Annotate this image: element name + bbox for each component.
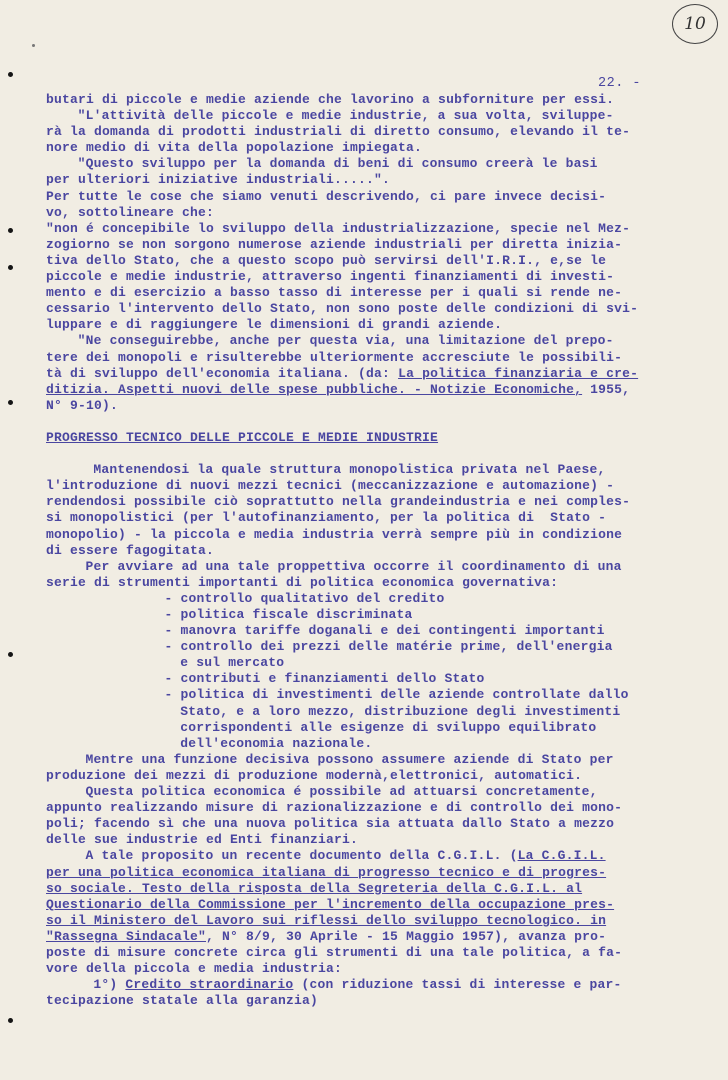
line-text: 1°) — [93, 977, 126, 993]
line-text: Per avviare ad una tale proppettiva occorre il coordinamento di una — [85, 558, 622, 574]
line-text: monopolio) - la piccola e media industria verrà sempre più in condizione — [46, 526, 623, 542]
line-text: cessario l'intervento dello Stato, non sono poste delle condizioni di svi- — [46, 301, 639, 317]
line-text: Per tutte le cose che siamo venuti descrivendo, ci pare invece decisi- — [46, 188, 607, 204]
line-text: - controllo dei prezzi delle matérie prime, dell'energia — [164, 639, 613, 655]
line-text: "Ne conseguirebbe, anche per questa via, una limitazione del prepo- — [77, 333, 614, 349]
binder-hole — [8, 400, 13, 405]
text-line — [46, 639, 686, 655]
text-line — [46, 607, 686, 623]
line-text: Questa politica economica é possibile ad attuarsi concretamente, — [85, 784, 598, 800]
line-text: mento e di esercizio a basso tasso di interesse per i quali si rende ne- — [46, 285, 623, 301]
line-text: zogiorno se non sorgono numerose aziende industriali per diretta inizia- — [46, 236, 623, 252]
text-line — [46, 816, 686, 832]
line-text-rest: , N° 8/9, 30 Aprile - 15 Maggio 1957), avanza pro- — [206, 928, 607, 944]
line-text: "non é concepibile lo sviluppo della industrializzazione, specie nel Mez- — [46, 220, 631, 236]
text-line — [46, 317, 686, 333]
text-line — [46, 961, 686, 977]
line-text-rest: (con riduzione tassi di interesse e par- — [293, 977, 622, 993]
line-text: poste di misure concrete circa gli strumenti di una tale politica, a fa- — [46, 944, 623, 960]
line-text: appunto realizzando misure di razionalizzazione e di controllo dei mono- — [46, 800, 623, 816]
text-line — [46, 189, 686, 205]
text-line — [46, 398, 686, 414]
text-line — [46, 237, 686, 253]
line-text: tiva dello Stato, che a questo scopo può servirsi dell'I.R.I., e,se le — [46, 252, 607, 268]
line-text: - manovra tariffe doganali e dei contingenti importanti — [164, 623, 605, 639]
line-text: corrispondenti alle esigenze di sviluppo equilibrato — [180, 719, 597, 735]
line-text: - politica fiscale discriminata — [164, 607, 413, 622]
underlined-citation: per una politica economica italiana di progresso tecnico e di progres- — [46, 864, 607, 880]
text-line — [46, 494, 686, 510]
blank-line — [46, 446, 686, 462]
text-line — [46, 333, 686, 349]
line-text: tere dei monopoli e risulterebbe ulteriormente accresciute le possibili- — [46, 349, 623, 365]
text-line — [46, 687, 686, 703]
text-line — [46, 527, 686, 543]
line-text: Stato, e a loro mezzo, distribuzione degli investimenti — [180, 703, 621, 719]
text-line — [46, 736, 686, 752]
line-text: l'introduzione di nuovi mezzi tecnici (meccanizzazione e automazione) - — [46, 478, 615, 494]
line-text: vo, sottolineare che: — [46, 204, 215, 220]
binder-hole — [8, 228, 13, 233]
text-line — [46, 350, 686, 366]
text-line — [46, 848, 686, 864]
line-text: di essere fagogitata. — [46, 542, 215, 558]
line-text: e sul mercato — [180, 655, 285, 671]
line-text: per ulteriori iniziative industriali.....". — [46, 172, 391, 188]
underlined-citation: so sociale. Testo della risposta della Segreteria della C.G.I.L. al — [46, 880, 583, 896]
line-text: - contributi e finanziamenti dello Stato — [164, 671, 485, 687]
text-line — [46, 285, 686, 301]
line-text: tà di sviluppo dell'economia italiana. (da: — [46, 365, 399, 381]
text-line — [46, 784, 686, 800]
binder-hole — [8, 652, 13, 657]
text-line — [46, 752, 686, 768]
underlined-citation: ditizia. Aspetti nuovi delle spese pubbliche. - Notizie Economiche, — [46, 381, 583, 397]
line-text: butari di piccole e medie aziende che lavorino a subforniture per essi. — [46, 92, 615, 107]
underlined-citation: La politica finanziaria e cre- — [398, 365, 639, 381]
text-line — [46, 253, 686, 269]
handwritten-page-stamp: 10 — [672, 4, 718, 44]
text-line — [46, 865, 686, 881]
line-text: piccole e medie industrie, attraverso ingenti finanziamenti di investi- — [46, 269, 615, 285]
line-text: rendendosi possibile ciò soprattutto nella grandeindustria e nei comples- — [46, 494, 631, 510]
line-text: dell'economia nazionale. — [180, 735, 373, 751]
text-line — [46, 382, 686, 398]
text-line — [46, 92, 686, 108]
line-text: serie di strumenti importanti di politica economica governativa: — [46, 574, 559, 590]
text-line — [46, 366, 686, 382]
text-line — [46, 462, 686, 478]
text-line — [46, 671, 686, 687]
text-line — [46, 945, 686, 961]
line-text: A tale proposito un recente documento della C.G.I.L. ( — [85, 848, 518, 864]
text-line — [46, 221, 686, 237]
text-line — [46, 591, 686, 607]
underlined-citation: PROGRESSO TECNICO DELLE PICCOLE E MEDIE INDUSTRIE — [46, 429, 439, 445]
text-line — [46, 543, 686, 559]
text-line — [46, 124, 686, 140]
text-line — [46, 929, 686, 945]
text-line — [46, 881, 686, 897]
text-line — [46, 430, 686, 446]
line-text: N° 9-10). — [46, 397, 119, 413]
text-line — [46, 478, 686, 494]
line-text: luppare e di raggiungere le dimensioni di grandi aziende. — [46, 317, 503, 333]
line-text: vore della piccola e media industria: — [46, 961, 343, 977]
line-text: rà la domanda di prodotti industriali di diretto consumo, elevando il te- — [46, 124, 631, 140]
underlined-citation: so il Ministero del Lavoro sui riflessi dello sviluppo tecnologico. in — [46, 912, 607, 928]
typewritten-body — [46, 92, 686, 1009]
binder-hole — [8, 265, 13, 270]
text-line — [46, 269, 686, 285]
line-text: "Questo sviluppo per la domanda di beni di consumo creerà le basi — [77, 156, 598, 172]
underlined-citation: La C.G.I.L. — [517, 848, 606, 864]
text-line — [46, 205, 686, 221]
line-text: produzione dei mezzi di produzione modernà,elettronici, automatici. — [46, 767, 583, 783]
text-line — [46, 993, 686, 1009]
text-line — [46, 704, 686, 720]
text-line — [46, 510, 686, 526]
line-text: nore medio di vita della popolazione impiegata. — [46, 140, 423, 156]
text-line — [46, 140, 686, 156]
text-line — [46, 575, 686, 591]
text-line — [46, 720, 686, 736]
line-text: - controllo qualitativo del credito — [164, 590, 445, 606]
text-line — [46, 301, 686, 317]
line-text-rest: 1955, — [582, 381, 631, 397]
line-text: poli; facendo sì che una nuova politica sia attuata dallo Stato a mezzo — [46, 816, 615, 832]
binder-hole — [8, 72, 13, 77]
text-line — [46, 623, 686, 639]
line-text: delle sue industrie ed Enti finanziari. — [46, 832, 359, 848]
line-text: si monopolistici (per l'autofinanziamento, per la politica di Stato - — [46, 510, 607, 526]
line-text: tecipazione statale alla garanzia) — [46, 993, 319, 1009]
text-line — [46, 832, 686, 848]
text-line — [46, 156, 686, 172]
binder-hole — [8, 1018, 13, 1023]
text-line — [46, 768, 686, 784]
line-text: - politica di investimenti delle aziende controllate dallo — [164, 687, 629, 703]
text-line — [46, 977, 686, 993]
text-line — [46, 800, 686, 816]
text-line — [46, 655, 686, 671]
text-line — [46, 172, 686, 188]
line-text: "L'attività delle piccole e medie industrie, a sua volta, sviluppe- — [77, 108, 614, 124]
text-line — [46, 897, 686, 913]
text-line — [46, 913, 686, 929]
underlined-citation: "Rassegna Sindacale" — [46, 928, 207, 944]
text-line — [46, 108, 686, 124]
line-text: Mantenendosi la quale struttura monopolistica privata nel Paese, — [93, 462, 606, 478]
blank-line — [46, 414, 686, 430]
binder-hole — [32, 44, 35, 47]
page-number: 22. - — [598, 76, 642, 91]
underlined-citation: Questionario della Commissione per l'incremento della occupazione pres- — [46, 896, 615, 912]
line-text: Mentre una funzione decisiva possono assumere aziende di Stato per — [85, 751, 614, 767]
underlined-citation: Credito straordinario — [125, 977, 294, 993]
text-line — [46, 559, 686, 575]
